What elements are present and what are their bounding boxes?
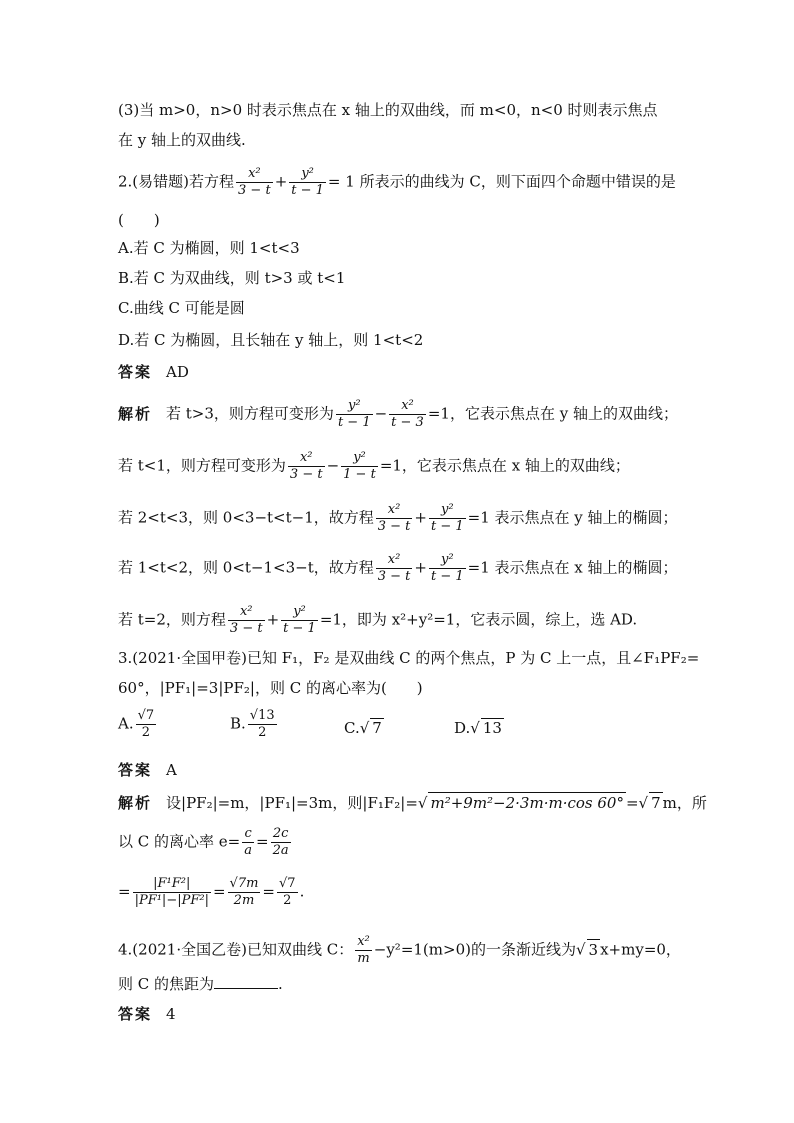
plus-sign: + [414, 558, 427, 577]
option-c: C.√ 7 [344, 719, 382, 737]
fraction: $\frac{\text{x²}}{m}$ [357, 934, 370, 966]
plus-sign: + [266, 610, 280, 629]
fraction: $\frac{\text{y²}}{t - 1}$ [430, 502, 464, 534]
answer-value: A [166, 761, 177, 779]
text: 若 1<t<2，则 0<t−1<3−t，故方程 [118, 558, 374, 577]
answer-line [118, 760, 177, 780]
fraction: $\frac{\text{x²}}{3 - t}$ [377, 502, 411, 534]
fraction: $\frac{\text{x²}}{3 - t}$ [229, 604, 263, 636]
text: =1，它表示焦点在 y 轴上的双曲线； [427, 404, 678, 423]
option-b: B.若 C 为双曲线，则 t>3 或 t<1 [118, 269, 346, 287]
solution-line [118, 604, 637, 637]
fraction: $\frac{2c}{2a}$ [272, 826, 289, 858]
text: −y²=1(m>0)的一条渐近线为 [373, 940, 576, 959]
question-4-line2 [118, 974, 283, 994]
text: =1 表示焦点在 x 轴上的椭圆； [467, 558, 678, 577]
answer-line [118, 362, 189, 382]
option-label: B. [230, 714, 246, 733]
plus-sign: + [414, 508, 427, 527]
solution-line [118, 398, 678, 431]
equals-sign: = [118, 882, 131, 901]
text: 设|PF₂|=m，|PF₁|=3m，则|F₁F₂|= [166, 794, 418, 812]
solution-line [118, 450, 630, 483]
fraction: $\frac{\text{y²}}{t - 1}$ [337, 398, 371, 430]
text: =1 表示焦点在 y 轴上的椭圆； [467, 508, 678, 527]
answer-blank [214, 974, 278, 989]
answer-paren: ( ) [118, 211, 160, 229]
answer-value: AD [166, 363, 189, 381]
equals-sign: = [625, 794, 639, 812]
text: 4.(2021·全国乙卷)已知双曲线 C： [118, 940, 354, 959]
option-d: D.若 C 为椭圆，且长轴在 y 轴上，则 1<t<2 [118, 331, 424, 349]
option-label: A. [118, 714, 134, 733]
option-label: D. [454, 719, 471, 737]
text: x+my=0， [600, 940, 681, 959]
solution-label: 解析 [118, 794, 153, 812]
option-c: C.曲线 C 可能是圆 [118, 299, 245, 317]
fraction: $\frac{\text{y²}}{t - 1}$ [291, 166, 324, 198]
text: 若 t<1，则方程可变形为 [118, 456, 286, 475]
text: 若 t>3，则方程可变形为 [166, 404, 334, 423]
question-3-stem: 60°，|PF₁|=3|PF₂|，则 C 的离心率为( ) [118, 679, 423, 697]
radicand: 3 [588, 940, 599, 959]
paragraph-line: (3)当 m>0，n>0 时表示焦点在 x 轴上的双曲线，而 m<0，n<0 时则表示焦点 [118, 101, 658, 119]
fraction: $\frac{\text{x²}}{3 - t}$ [238, 166, 271, 198]
solution-label: 解析 [118, 404, 153, 423]
radicand: m²+9m²−2·3m·m·cos 60° [430, 794, 624, 812]
text: =1，即为 x²+y²=1，它表示圆，综上，选 AD. [319, 610, 638, 629]
question-3-stem: 3.(2021·全国甲卷)已知 F₁，F₂ 是双曲线 C 的两个焦点，P 为 C 上一点，且∠F₁PF₂= [118, 649, 700, 667]
period: . [278, 975, 283, 993]
fraction: $\frac{√7}{2}$ [279, 876, 296, 908]
equals-sign: = [262, 882, 275, 901]
radicand: 13 [482, 719, 502, 737]
solution-line [118, 502, 678, 535]
fraction: $\frac{\text{y²}}{1 - t}$ [343, 450, 376, 482]
equals-sign: = [256, 832, 269, 851]
option-label: C. [344, 719, 360, 737]
text: 则 C 的焦距为 [118, 975, 215, 993]
fraction: $\frac{√13}{2}$ [249, 708, 275, 740]
plus-sign: + [274, 172, 288, 191]
fraction: $\frac{\text{x²}}{3 - t}$ [289, 450, 323, 482]
stem-prefix: 2.(易错题)若方程 [118, 172, 235, 191]
question-2-stem [118, 166, 676, 199]
paragraph-line: 在 y 轴上的双曲线. [118, 131, 246, 149]
answer-value: 4 [166, 1005, 176, 1023]
fraction: $\frac{\text{y²}}{t - 1}$ [430, 552, 464, 584]
option-a: A.若 C 为椭圆，则 1<t<3 [118, 239, 300, 257]
equals-sign: = [212, 882, 226, 901]
fraction: $\frac{√7}{2}$ [137, 708, 155, 740]
text: 若 t=2，则方程 [118, 610, 226, 629]
fraction: $\frac{√7m}{2m}$ [229, 876, 259, 908]
fraction: $\frac{\text{y²}}{t - 1}$ [283, 604, 316, 636]
text: 若 2<t<3，则 0<3−t<t−1，故方程 [118, 508, 374, 527]
solution-line [118, 876, 304, 909]
stem-suffix: = 1 所表示的曲线为 C，则下面四个命题中错误的是 [327, 172, 676, 191]
text: m，所 [662, 794, 707, 812]
answer-label: 答案 [118, 363, 153, 381]
text: 以 C 的离心率 e= [118, 832, 241, 851]
answer-label: 答案 [118, 761, 153, 779]
question-4-stem: 4.(2021·全国乙卷)已知双曲线 C： $\frac{\text{x²}}{m}$ −y²=1(m>0)的一条渐近线为√ 3 x+my=0， [118, 934, 681, 966]
option-b [230, 708, 279, 741]
answer-line [118, 1004, 176, 1024]
answer-label: 答案 [118, 1005, 153, 1023]
fraction: $\frac{\text{|F¹F²|}}{\text{|PF¹|−|PF²|}}$ [134, 876, 209, 908]
minus-sign: − [326, 456, 340, 475]
solution-line [118, 552, 678, 585]
solution-line [118, 826, 293, 859]
text: =1，它表示焦点在 x 轴上的双曲线； [379, 456, 630, 475]
fraction: $\frac{\text{x²}}{3 - t}$ [377, 552, 411, 584]
option-a [118, 708, 158, 741]
option-d: D.√ 13 [454, 719, 502, 737]
fraction: $\frac{\text{x²}}{t - 3}$ [391, 398, 424, 430]
minus-sign: − [374, 404, 388, 423]
period: . [299, 882, 305, 901]
fraction: $\frac{c}{a}$ [244, 826, 252, 858]
radicand: 7 [651, 794, 661, 812]
solution-line: 解析 设|PF₂|=m，|PF₁|=3m，则|F₁F₂|=√ m²+9m²−2·3m·m·cos 60° =√ 7 m，所 [118, 794, 707, 812]
radicand: 7 [372, 719, 382, 737]
